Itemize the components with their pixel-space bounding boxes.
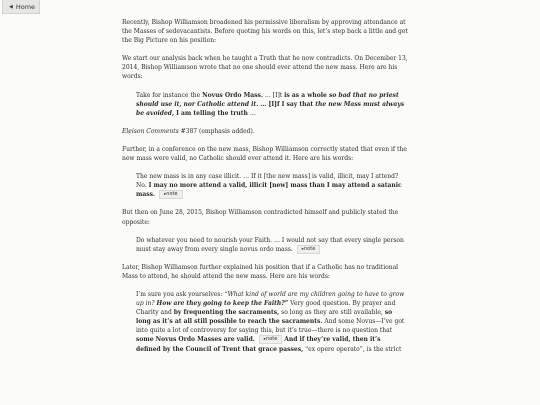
- home-button-label: Home: [15, 2, 36, 11]
- note-button[interactable]: ▸ note: [297, 245, 321, 254]
- quote-nourish-faith: Do whatever you need to nourish your Faith. … I would not say that every single person must stay away from every single novus ordo mass. ▸ note: [136, 236, 406, 254]
- paragraph-explanation: Later, Bishop Williamson further explained his position that if a Catholic has no traditional Mass to attend, he should attend the new mass. Here are his words:: [122, 263, 399, 280]
- paragraph-contradiction: But then on June 28, 2015, Bishop Williamson contradicted himself and publicly stated the opposite:: [122, 209, 399, 226]
- article-body: [122, 18, 412, 363]
- paragraph-analysis: We start our analysis back when he taught a Truth that he now contradicts. On December 13, 2014, Bishop Williamson wrote that no one should ever attend the new mass. Here are his words:: [122, 55, 408, 81]
- quote-sacraments: I’m sure you ask yourselves: “What kind of world are my children going to have to grow up in? How are they going to keep the Faith?” Very good question. By prayer and Charity and by frequenting the sacraments, so long as they are still available, so long as it’s at all still possible to reach the sacraments. And some Novus—I’ve got into quite a lot of controversy for saying this, but it’s true—there is no question that some Novus Ordo Masses are valid. ▸ note And if they’re valid, then it’s defined by the Council of Trent that grace passes, “ex opere operato”, is the strict: [136, 290, 406, 354]
- quote-conference: The new mass is in any case illicit. … If it [the new mass] is valid, illicit, may I attend? No. I may no more attend a valid, illicit [new] mass than I may attend a satanic mass. ▸ note: [136, 172, 406, 199]
- paragraph-conference: Further, in a conference on the new mass, Bishop Williamson correctly stated that even if the new mass were valid, no Catholic should ever attend it. Here are his words:: [122, 145, 407, 163]
- left-arrow-icon: ◀: [9, 3, 13, 10]
- note-button[interactable]: ▸ note: [259, 335, 283, 344]
- home-button[interactable]: [2, 0, 40, 14]
- quote-eleison-comments: Take for instance the Novus Ordo Mass. … [I]t is as a whole so bad that no priest should use it, nor Catholic attend it. … [I]f I say that the new Mass must always be avoided, I am telling the truth …: [136, 91, 405, 117]
- citation: Eleison Comments #387 (emphasis added).: [122, 127, 255, 135]
- paragraph-intro: Recently, Bishop Williamson broadened his permissive liberalism by approving attendance at the Masses of sedevacantists. Before quoting his words on this, let’s step back a little and get the Big Picture on his position:: [122, 19, 408, 45]
- note-button[interactable]: ▸ note: [159, 190, 183, 199]
